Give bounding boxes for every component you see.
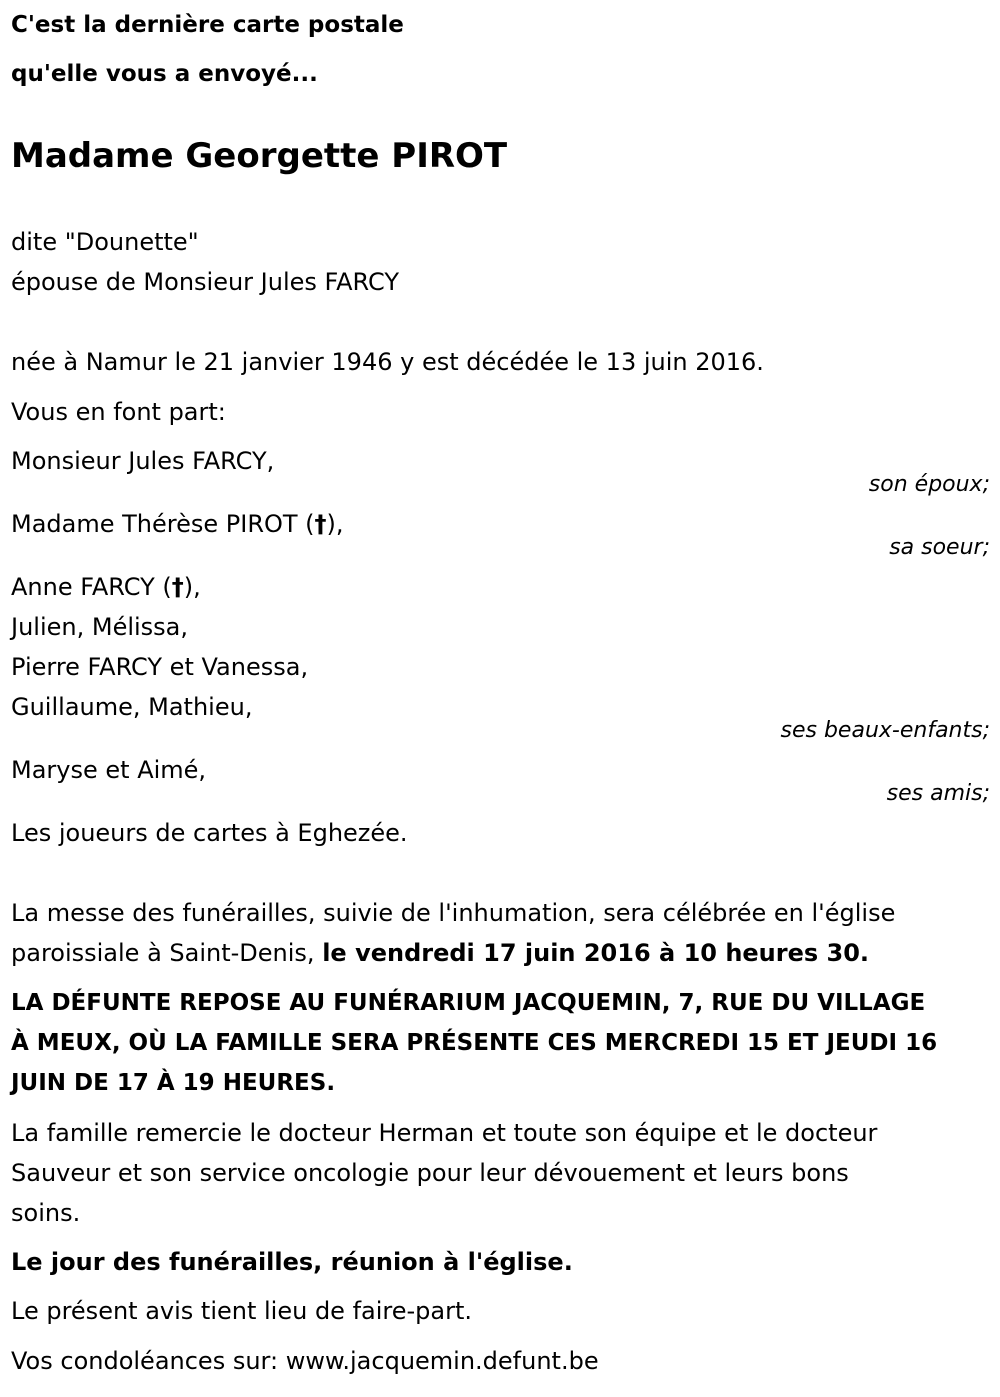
- cross-icon: †: [171, 573, 184, 601]
- repose-line-3: JUIN DE 17 À 19 HEURES.: [11, 1070, 336, 1096]
- funeral-place: paroissiale à Saint-Denis,: [11, 939, 323, 967]
- thanks-line-3: soins.: [11, 1199, 81, 1227]
- funeral-line-1: La messe des funérailles, suivie de l'inhumation, sera célébrée en l'église: [11, 899, 896, 927]
- relation-husband: son époux;: [868, 472, 990, 497]
- family-friends: Maryse et Aimé,: [11, 756, 207, 784]
- family-sister: [11, 509, 344, 539]
- funeral-line-2: [11, 938, 869, 968]
- announce-text: Vous en font part:: [11, 398, 226, 426]
- family-card-players: Les joueurs de cartes à Eghezée.: [11, 819, 408, 847]
- family-child-1-name: Anne FARCY (: [11, 573, 172, 601]
- deceased-alias: dite "Dounette": [11, 228, 199, 256]
- family-sister-name: Madame Thérèse PIROT (: [11, 510, 315, 538]
- family-husband: Monsieur Jules FARCY,: [11, 447, 275, 475]
- relation-sister: sa soeur;: [889, 535, 990, 560]
- family-child-1-suffix: ),: [183, 573, 201, 601]
- cross-icon: †: [314, 510, 327, 538]
- meeting-note: Le jour des funérailles, réunion à l'église.: [11, 1248, 573, 1276]
- relation-children: ses beaux-enfants;: [780, 718, 990, 743]
- family-child-2: Julien, Mélissa,: [11, 613, 189, 641]
- deceased-name: Madame Georgette PIROT: [11, 136, 508, 176]
- family-child-3: Pierre FARCY et Vanessa,: [11, 653, 309, 681]
- repose-line-1: LA DÉFUNTE REPOSE AU FUNÉRARIUM JACQUEMIN, 7, RUE DU VILLAGE: [11, 990, 926, 1016]
- header-line-1: C'est la dernière carte postale: [11, 12, 404, 38]
- family-child-1: [11, 572, 201, 602]
- family-child-4: Guillaume, Mathieu,: [11, 693, 253, 721]
- condolences-text: Vos condoléances sur: www.jacquemin.defunt.be: [11, 1347, 599, 1375]
- deceased-spouse: épouse de Monsieur Jules FARCY: [11, 268, 400, 296]
- family-sister-suffix: ),: [326, 510, 344, 538]
- thanks-line-2: Sauveur et son service oncologie pour leur dévouement et leurs bons: [11, 1159, 849, 1187]
- header-line-2: qu'elle vous a envoyé...: [11, 61, 318, 87]
- notice-text: Le présent avis tient lieu de faire-part.: [11, 1297, 473, 1325]
- repose-line-2: À MEUX, OÙ LA FAMILLE SERA PRÉSENTE CES MERCREDI 15 ET JEUDI 16: [11, 1030, 938, 1056]
- thanks-line-1: La famille remercie le docteur Herman et toute son équipe et le docteur: [11, 1119, 878, 1147]
- deceased-life-dates: née à Namur le 21 janvier 1946 y est décédée le 13 juin 2016.: [11, 348, 764, 376]
- relation-friends: ses amis;: [886, 781, 990, 806]
- funeral-date: le vendredi 17 juin 2016 à 10 heures 30.: [322, 939, 870, 967]
